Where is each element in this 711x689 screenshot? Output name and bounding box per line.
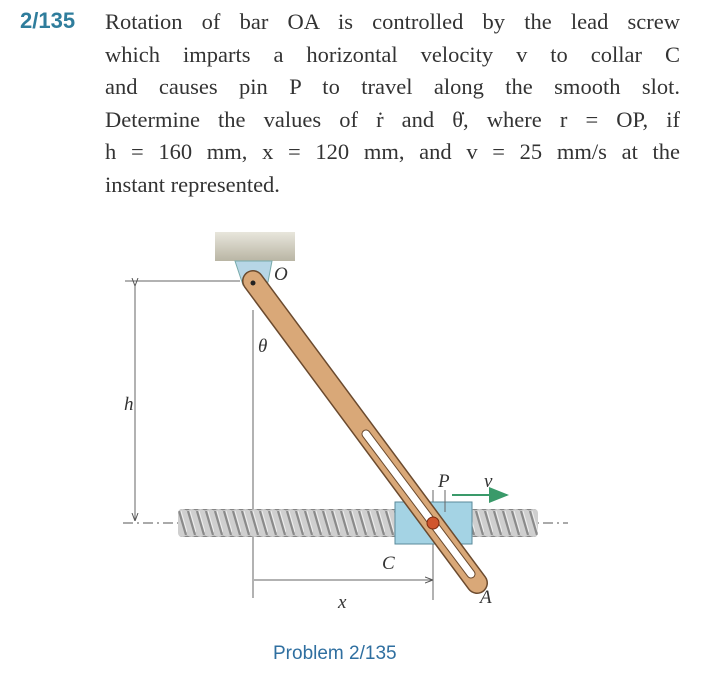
ceiling-support (215, 232, 295, 261)
statement-line: instant represented. (105, 171, 280, 197)
figure-caption: Problem 2/135 (273, 643, 397, 664)
label-theta: θ (258, 336, 268, 357)
statement-line: which imparts a horizontal velocity v to collar C (105, 41, 680, 67)
lead-screw (178, 509, 538, 537)
label-x: x (338, 592, 347, 613)
pivot-o (251, 281, 256, 286)
statement-line: Rotation of bar OA is controlled by the lead screw (105, 9, 680, 34)
label-v: v (484, 471, 493, 492)
label-c: C (382, 553, 395, 574)
statement-line: h = 160 mm, x = 120 mm, and v = 25 mm/s at the (105, 139, 680, 164)
label-a: A (480, 587, 492, 608)
pin-p (427, 517, 439, 529)
label-h: h (124, 394, 134, 415)
statement-line: and causes pin P to travel along the smooth slot. (105, 74, 680, 99)
label-p: P (438, 471, 450, 492)
problem-number: 2/135 (20, 8, 76, 33)
label-o: O (274, 264, 288, 285)
statement-line: Determine the values of ṙ and θ̇, where r = OP, if (105, 106, 680, 132)
